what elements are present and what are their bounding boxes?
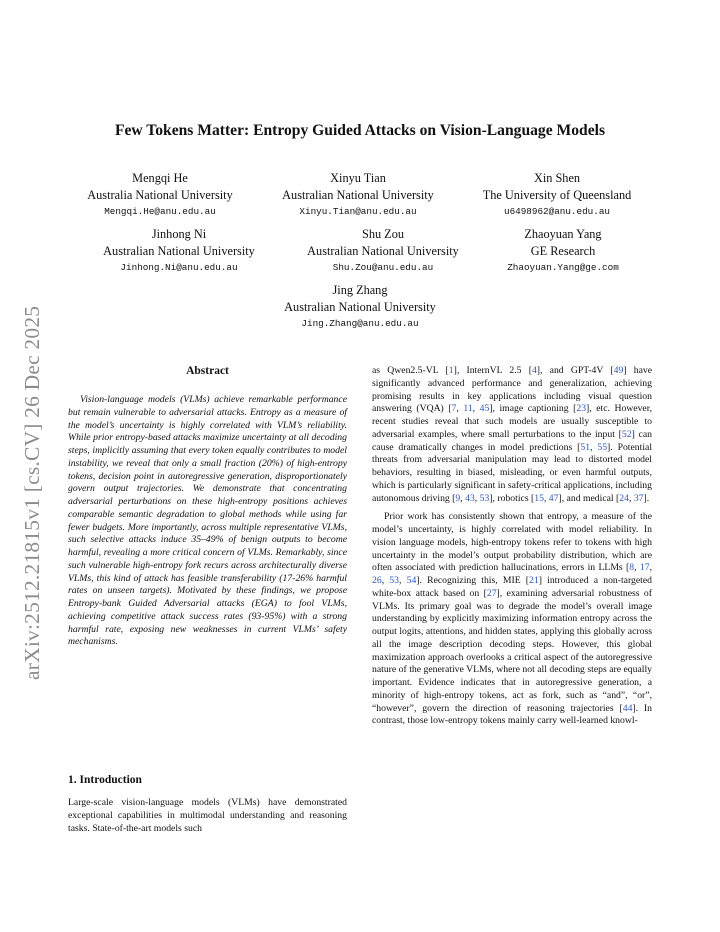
author-affiliation: Australian National University [103, 244, 255, 258]
citation-link[interactable]: 24 [619, 492, 629, 504]
abstract-heading: Abstract [186, 365, 229, 377]
citation-link[interactable]: 43 [465, 492, 475, 504]
author-block [483, 170, 632, 220]
author-name: Zhaoyuan Yang [524, 227, 602, 241]
author-block [282, 170, 434, 220]
citation-link[interactable]: 37 [633, 492, 644, 504]
arxiv-identifier[interactable]: arXiv:2512.21815v1 [cs.CV] 26 Dec 2025 [20, 305, 44, 680]
text-run: ], InternVL 2.5 [ [453, 365, 532, 376]
body-paragraph [372, 511, 652, 728]
text-run: ]. In contrast, those low-entropy tokens mainly carry well-learned knowl- [372, 702, 653, 727]
author-email[interactable]: Mengqi.He@anu.edu.au [104, 206, 216, 217]
author-name: Jinhong Ni [151, 227, 207, 241]
text-run: as Qwen2.5-VL [ [372, 365, 449, 376]
text-run: , [649, 562, 652, 574]
text-run: , [543, 492, 549, 504]
text-run: ] introduced a non-targeted white-box attack based on [ [372, 575, 653, 599]
citation-link[interactable]: 17 [639, 562, 650, 574]
text-run: , [460, 492, 466, 504]
citation-link[interactable]: 53 [479, 492, 490, 504]
citation-link[interactable]: 27 [486, 587, 497, 599]
citation-link[interactable]: 47 [548, 492, 559, 504]
citation-link[interactable]: 9 [455, 492, 461, 504]
citation-link[interactable]: 8 [629, 562, 635, 574]
abstract-text: Vision-language models (VLMs) achieve remarkable performance but remain vulnerable to adversarial attacks. Entropy as a measure of the model’s uncertainty is highly correlated with VLM’s reliability. While prior entropy-based attacks maximize uncertainty at all decoding steps, implicitly assuming that every token equally contributes to model instability, we reveal that only a small fraction (20%) of high-entropy tokens, decision point in autoregressive generation, disproportionately govern output trajectories. We demonstrate that concentrating adversarial perturbations on these high-entropy positions achieves comparable semantic degradation to global methods while using far fewer budgets. More importantly, across multiple representative VLMs, such selective attacks induce 35–49% of benign outputs to become harmful, revealing a more critical concern of VLMs. Remarkably, since such vulnerable high-entropy fork recurs across architecturally diverse VLMs, this kind of attack has feasible transferability (17-26% harmful rates on unseen targets). Motivated by these findings, we propose Entropy-bank Guided Adversarial attacks (EGA) to fool VLMs, achieving competitive attack success rates (93-95%) with a strong harmful rate, exposing new weaknesses in current VLMs’ safety mechanisms. [68, 394, 347, 648]
citation-link[interactable]: 21 [529, 575, 539, 586]
citation-link[interactable]: 53 [389, 575, 399, 586]
text-run: , [398, 575, 407, 586]
text-run: ], and GPT-4V [ [536, 365, 614, 376]
text-run: Prior work has consistently shown that entropy, a measure of the model’s uncertainty, is highly correlated with model reliability. In vision language models, high-entropy tokens refer to tokens with high uncertainty in the model’s output probability distribution, which are often associated with prediction hallucinations, errors in LLMs [ [372, 511, 652, 574]
citation-link[interactable]: 1 [448, 365, 454, 376]
text-run: ], examining adversarial robustness of VLMs. Its primary goal was to degrade the model’s overall image understanding by explicitly maximizing information entropy across the output logits, attentions, and hidden states, applying this globally across all the image description decoding steps. However, this global maximization approach overlooks a critical aspect of the autoregressive nature of the generative VLMs, where not all decoding steps are equally important. Evidence indicates that in autoregressive generation, a minority of high-entropy tokens, act as fork, such as “and”, “or”, “however”, govern the direction of reasoning trajectories [ [372, 587, 652, 714]
text-run: ]. [643, 492, 650, 504]
author-name: Xinyu Tian [330, 171, 386, 185]
author-email[interactable]: Zhaoyuan.Yang@ge.com [507, 262, 619, 273]
paper-title: Few Tokens Matter: Entropy Guided Attacks on Vision-Language Models [114, 122, 606, 139]
text-run: ]. Recognizing this, MIE [ [416, 575, 530, 586]
text-run: , [628, 492, 634, 504]
author-email[interactable]: u6498962@anu.edu.au [503, 206, 610, 217]
text-run: ]. Potential threats from adversarial manipulation may lead to distorted model behaviors, resulting in biased, misleading, or even harmful outputs, which is particularly significant in safety-critical applications, including autonomous driving [ [372, 441, 653, 504]
text-run: , [456, 403, 464, 415]
author-affiliation: Australian National University [284, 300, 436, 314]
citation-link[interactable]: 26 [372, 575, 382, 586]
author-block [507, 226, 619, 276]
author-name: Shu Zou [361, 227, 405, 241]
author-name: Mengqi He [132, 171, 188, 185]
author-name: Jing Zhang [332, 283, 388, 297]
author-block [307, 226, 459, 276]
author-name: Xin Shen [533, 171, 581, 185]
text-run: , [474, 492, 480, 504]
citation-link[interactable]: 52 [621, 428, 632, 440]
citation-link[interactable]: 51 [580, 441, 591, 453]
text-run: ], robotics [ [489, 492, 535, 504]
text-run: ] have significantly advanced performance and generalization, achieving promising results in key applications including visual question answering (VQA) [ [372, 365, 653, 415]
section-heading-introduction: 1. Introduction [68, 774, 142, 786]
citation-link[interactable]: 49 [613, 365, 624, 376]
text-run: , [634, 562, 640, 574]
text-run: ], image captioning [ [489, 403, 577, 415]
right-column [372, 365, 652, 728]
author-email[interactable]: Jinhong.Ni@anu.edu.au [120, 262, 238, 273]
text-run: ], etc. However, recent studies reveal that such models are usually susceptible to adversarial examples, where small perturbations to the input [ [372, 403, 652, 440]
author-email[interactable]: Xinyu.Tian@anu.edu.au [299, 206, 417, 217]
introduction-paragraph: Large-scale vision-language models (VLMs) have demonstrated exceptional capabilities in multimodal understanding and reasoning tasks. State-of-the-art models such [68, 797, 347, 834]
text-run: , [472, 403, 480, 415]
citation-link[interactable]: 45 [479, 403, 490, 415]
citation-link[interactable]: 54 [406, 575, 417, 586]
author-email[interactable]: Shu.Zou@anu.edu.au [332, 262, 434, 273]
author-block [87, 170, 232, 220]
citation-link[interactable]: 23 [576, 403, 587, 415]
author-block [103, 226, 255, 276]
citation-link[interactable]: 15 [534, 492, 544, 504]
author-email[interactable]: Jing.Zhang@anu.edu.au [301, 318, 419, 329]
abstract-body [68, 394, 347, 649]
author-affiliation: The University of Queensland [482, 188, 632, 202]
author-affiliation: Australian National University [282, 188, 434, 202]
citation-link[interactable]: 44 [622, 702, 633, 714]
author-block [284, 282, 436, 332]
citation-link[interactable]: 7 [451, 403, 457, 415]
text-run: ] can cause dramatically changes in model predictions [ [372, 428, 652, 453]
text-run: , [381, 575, 390, 586]
body-paragraph [372, 365, 652, 505]
text-run: ], and medical [ [558, 492, 620, 504]
citation-link[interactable]: 4 [531, 365, 537, 376]
introduction-body [68, 797, 347, 835]
text-run: , [590, 441, 598, 453]
citation-link[interactable]: 55 [597, 441, 608, 453]
citation-link[interactable]: 11 [463, 403, 473, 415]
author-affiliation: GE Research [530, 244, 596, 258]
author-affiliation: Australia National University [87, 188, 233, 202]
author-affiliation: Australian National University [307, 244, 459, 258]
